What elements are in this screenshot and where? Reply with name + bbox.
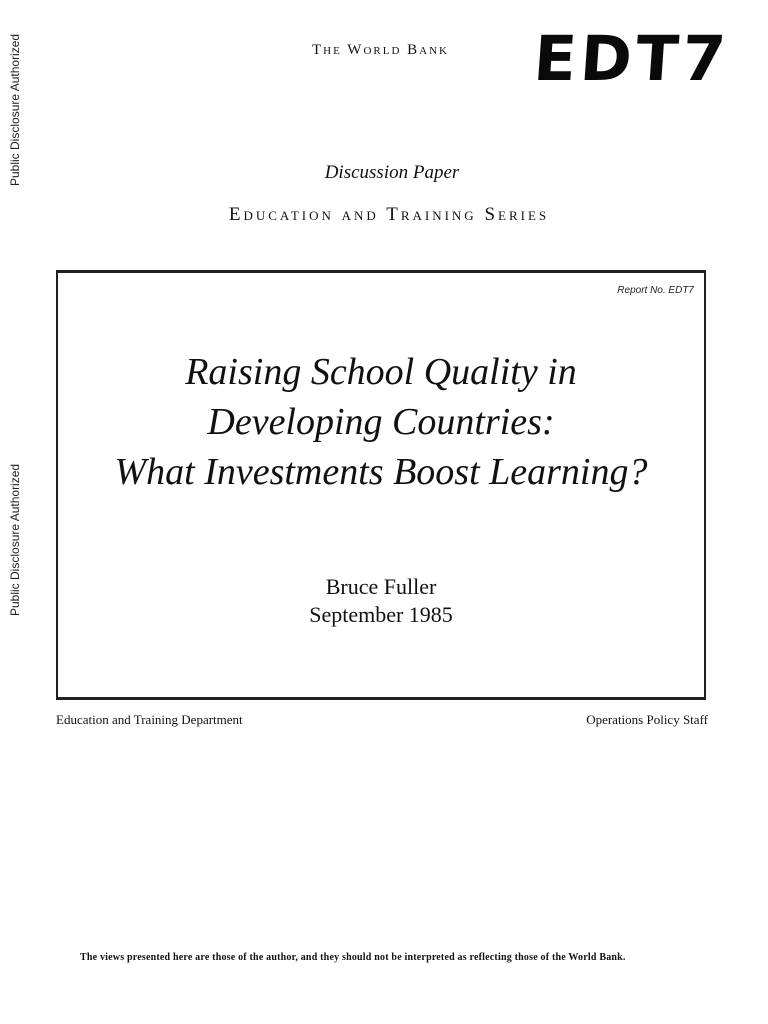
document-title	[58, 347, 704, 497]
author-block	[58, 573, 704, 629]
title-line: What Investments Boost Learning?	[114, 451, 648, 493]
disclaimer: The views presented here are those of the author, and they should not be interpreted as reflecting those of the World Bank.	[80, 952, 626, 963]
handwritten-report-code: EDT7	[531, 22, 732, 95]
department-left: Education and Training Department	[56, 712, 243, 727]
paper-type: Discussion Paper	[324, 162, 460, 183]
department-right: Operations Policy Staff	[586, 712, 708, 727]
author-name: Bruce Fuller	[325, 574, 437, 599]
series-title: Education and Training Series	[228, 204, 550, 225]
title-frame	[56, 270, 706, 700]
publication-date: September 1985	[309, 602, 453, 627]
publisher-name: The World Bank	[312, 42, 449, 58]
disclosure-stamp-middle: Public Disclosure Authorized	[8, 463, 22, 616]
title-line: Developing Countries:	[207, 401, 555, 443]
disclosure-stamp-top: Public Disclosure Authorized	[8, 33, 22, 186]
report-number: Report No. EDT7	[617, 285, 694, 296]
title-line: Raising School Quality in	[185, 351, 577, 393]
